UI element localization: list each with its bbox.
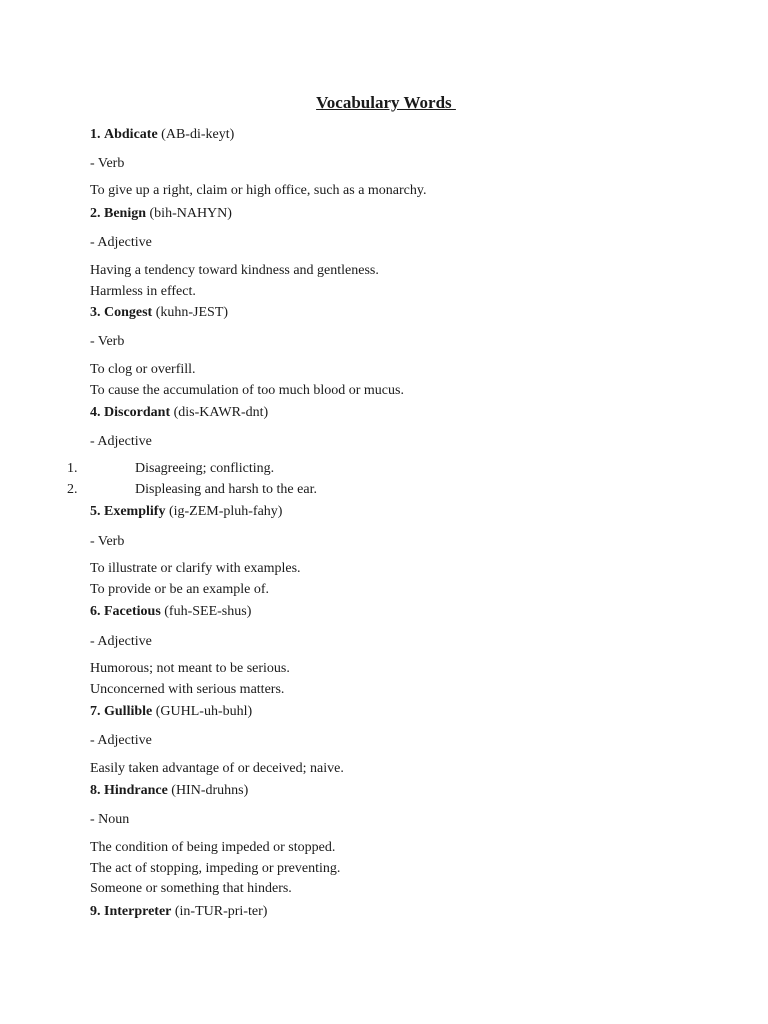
entry-number: 4. xyxy=(90,405,101,420)
entry-number: 5. xyxy=(90,504,101,519)
entry-definition: To cause the accumulation of too much blood or mucus. xyxy=(90,383,404,398)
entry-part-of-speech: - Noun xyxy=(90,812,130,827)
entry-part-of-speech: - Adjective xyxy=(90,733,152,748)
entry-part-of-speech: - Adjective xyxy=(90,434,152,449)
entry-number: 9. xyxy=(90,904,101,919)
entry-pronunciation: (HIN-druhns) xyxy=(171,783,249,798)
entry-word: Gullible xyxy=(104,704,153,719)
entry-number: 8. xyxy=(90,783,101,798)
entry-word: Hindrance xyxy=(104,783,168,798)
entry-word: Exemplify xyxy=(104,504,166,519)
entry-definition: Having a tendency toward kindness and gentleness. xyxy=(90,263,379,278)
entry-heading xyxy=(90,703,252,721)
entry-definition: To provide or be an example of. xyxy=(90,582,270,597)
entry-number: 2. xyxy=(90,206,101,221)
entry-definition: The act of stopping, impeding or preventing. xyxy=(90,861,341,876)
entry-word: Congest xyxy=(104,305,153,320)
list-marker: 2. xyxy=(67,482,78,497)
entry-heading xyxy=(90,404,268,422)
entry-word: Discordant xyxy=(104,405,171,420)
entry-definition: To give up a right, claim or high office, such as a monarchy. xyxy=(90,183,427,198)
entry-pronunciation: (GUHL-uh-buhl) xyxy=(155,704,253,719)
entry-definition: Disagreeing; conflicting. xyxy=(135,461,275,476)
entry-heading xyxy=(90,782,248,800)
entry-pronunciation: (AB-di-keyt) xyxy=(161,127,235,142)
entry-word: Abdicate xyxy=(104,127,158,142)
document-title: Vocabulary Words xyxy=(316,93,456,112)
entry-definition: Displeasing and harsh to the ear. xyxy=(135,482,317,497)
entry-number: 7. xyxy=(90,704,101,719)
entry-definition: To clog or overfill. xyxy=(90,362,196,377)
entry-part-of-speech: - Adjective xyxy=(90,634,152,649)
entry-definition: The condition of being impeded or stopped. xyxy=(90,840,336,855)
entry-definition: Unconcerned with serious matters. xyxy=(90,682,285,697)
entry-definition: Easily taken advantage of or deceived; naive. xyxy=(90,761,344,776)
entry-definition: Humorous; not meant to be serious. xyxy=(90,661,290,676)
entry-number: 6. xyxy=(90,604,101,619)
entry-pronunciation: (bih-NAHYN) xyxy=(149,206,232,221)
entry-heading xyxy=(90,903,267,921)
entry-word: Benign xyxy=(104,206,147,221)
entry-heading xyxy=(90,503,282,521)
entry-definition: To illustrate or clarify with examples. xyxy=(90,561,301,576)
entry-heading xyxy=(90,126,234,144)
list-marker: 1. xyxy=(67,461,78,476)
entry-pronunciation: (dis-KAWR-dnt) xyxy=(173,405,269,420)
entry-pronunciation: (kuhn-JEST) xyxy=(155,305,229,320)
entry-definition: Harmless in effect. xyxy=(90,284,196,299)
entry-definition: Someone or something that hinders. xyxy=(90,881,292,896)
entry-word: Facetious xyxy=(104,604,161,619)
entry-heading xyxy=(90,205,232,223)
entry-pronunciation: (ig-ZEM-pluh-fahy) xyxy=(168,504,283,519)
entry-part-of-speech: - Verb xyxy=(90,334,125,349)
entry-heading xyxy=(90,304,228,322)
entry-part-of-speech: - Verb xyxy=(90,156,125,171)
entry-part-of-speech: - Verb xyxy=(90,534,125,549)
entry-pronunciation: (in-TUR-pri-ter) xyxy=(174,904,268,919)
entry-word: Interpreter xyxy=(104,904,172,919)
entry-heading xyxy=(90,603,251,621)
entry-part-of-speech: - Adjective xyxy=(90,235,152,250)
entry-number: 1. xyxy=(90,127,101,142)
entry-pronunciation: (fuh-SEE-shus) xyxy=(164,604,252,619)
entry-number: 3. xyxy=(90,305,101,320)
